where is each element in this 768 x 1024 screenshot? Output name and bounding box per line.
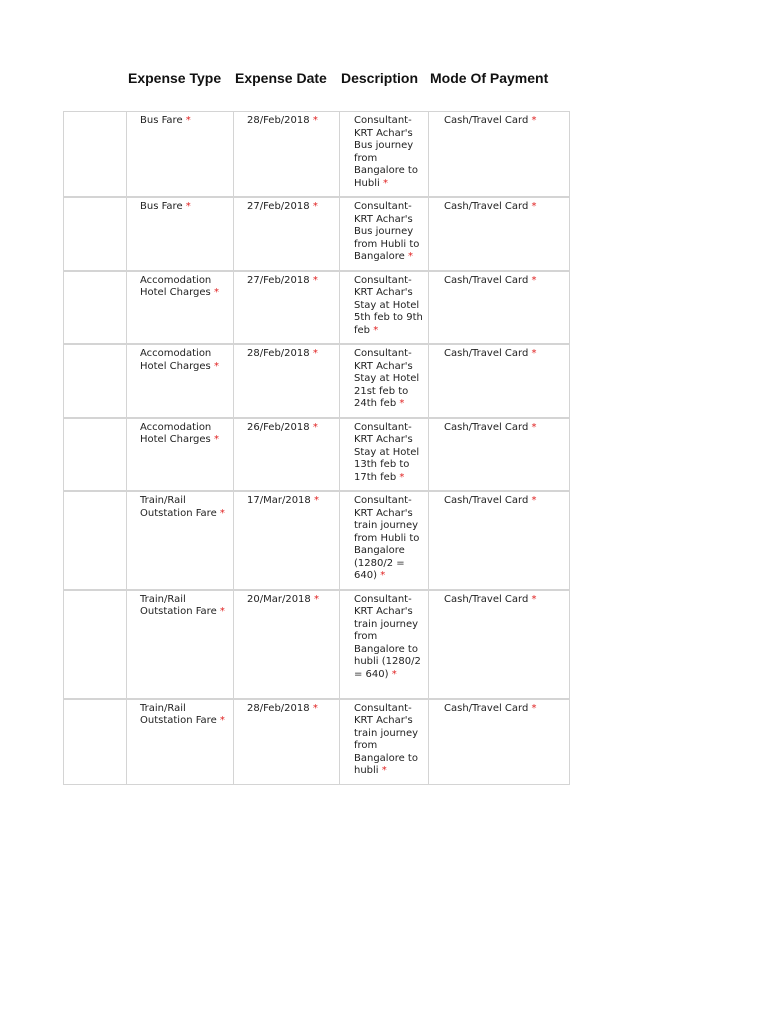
required-marker: * xyxy=(531,274,537,286)
expense-type-cell xyxy=(127,418,234,492)
table-row xyxy=(64,590,570,699)
cell-value: Accomodation Hotel Charges xyxy=(140,421,212,445)
cell-value: Accomodation Hotel Charges xyxy=(140,274,212,298)
table-row xyxy=(64,491,570,590)
mode-of-payment-cell xyxy=(429,418,570,492)
row-blank-cell xyxy=(64,271,127,345)
required-marker: * xyxy=(399,398,405,409)
expense-date-cell xyxy=(234,197,340,271)
required-marker: * xyxy=(407,251,413,262)
required-marker: * xyxy=(312,274,318,286)
required-marker: * xyxy=(312,348,318,359)
cell-value: 27/Feb/2018 xyxy=(247,274,310,286)
header-expense-type: Expense Type xyxy=(128,70,222,86)
table-row xyxy=(64,344,570,418)
required-marker: * xyxy=(531,421,537,433)
expense-type-cell xyxy=(127,112,234,198)
expense-type-cell xyxy=(127,271,234,345)
cell-value: Consultant-KRT Achar's Bus journey from Bangalore to Hubli xyxy=(354,115,418,189)
expense-type-cell xyxy=(127,590,234,699)
column-headers xyxy=(0,70,768,90)
cell-value: Consultant-KRT Achar's train journey from Hubli to Bangalore (1280/2 = 640) xyxy=(354,495,420,581)
required-marker: * xyxy=(312,115,318,126)
description-cell xyxy=(340,344,429,418)
required-marker: * xyxy=(531,702,537,714)
expense-date-cell xyxy=(234,699,340,785)
cell-value: 26/Feb/2018 xyxy=(247,421,310,433)
table-row xyxy=(64,112,570,198)
cell-value: Bus Fare xyxy=(140,201,183,212)
cell-value: Consultant-KRT Achar's train journey from Bangalore to hubli (1280/2 = 640) xyxy=(354,593,421,680)
expense-date-cell xyxy=(234,491,340,590)
expense-date-cell xyxy=(234,418,340,492)
cell-value: 28/Feb/2018 xyxy=(247,702,310,714)
description-cell xyxy=(340,491,429,590)
cell-value: Accomodation Hotel Charges xyxy=(140,348,212,372)
required-marker: * xyxy=(382,177,388,189)
mode-of-payment-cell xyxy=(429,271,570,345)
expense-type-cell xyxy=(127,197,234,271)
header-mode-of-payment: Mode Of Payment xyxy=(430,70,549,86)
required-marker: * xyxy=(219,606,225,617)
row-blank-cell xyxy=(64,112,127,198)
required-marker: * xyxy=(312,421,318,433)
required-marker: * xyxy=(373,324,379,336)
mode-of-payment-cell xyxy=(429,197,570,271)
cell-value: Train/Rail Outstation Fare xyxy=(140,495,217,519)
mode-of-payment-cell xyxy=(429,112,570,198)
cell-value: Cash/Travel Card xyxy=(444,495,529,506)
required-marker: * xyxy=(213,434,219,445)
required-marker: * xyxy=(381,765,387,776)
required-marker: * xyxy=(531,115,537,126)
required-marker: * xyxy=(185,201,191,212)
cell-value: 27/Feb/2018 xyxy=(247,201,310,212)
row-blank-cell xyxy=(64,344,127,418)
cell-value: Consultant-KRT Achar's Stay at Hotel 21st feb to 24th feb xyxy=(354,348,420,409)
row-blank-cell xyxy=(64,491,127,590)
cell-value: Train/Rail Outstation Fare xyxy=(140,593,217,617)
required-marker: * xyxy=(531,593,537,605)
required-marker: * xyxy=(313,495,319,506)
mode-of-payment-cell xyxy=(429,491,570,590)
mode-of-payment-cell xyxy=(429,590,570,699)
cell-value: Cash/Travel Card xyxy=(444,421,529,433)
expense-table xyxy=(63,111,570,785)
cell-value: 28/Feb/2018 xyxy=(247,348,310,359)
row-blank-cell xyxy=(64,590,127,699)
cell-value: Cash/Travel Card xyxy=(444,274,529,286)
required-marker: * xyxy=(219,507,225,519)
required-marker: * xyxy=(185,115,191,126)
required-marker: * xyxy=(213,360,219,372)
cell-value: Cash/Travel Card xyxy=(444,115,529,126)
mode-of-payment-cell xyxy=(429,699,570,785)
expense-type-cell xyxy=(127,344,234,418)
description-cell xyxy=(340,197,429,271)
table-row xyxy=(64,197,570,271)
cell-value: Consultant-KRT Achar's Bus journey from Hubli to Bangalore xyxy=(354,201,420,262)
expense-date-cell xyxy=(234,112,340,198)
row-blank-cell xyxy=(64,197,127,271)
description-cell xyxy=(340,112,429,198)
expense-date-cell xyxy=(234,271,340,345)
cell-value: 28/Feb/2018 xyxy=(247,115,310,126)
expense-type-cell xyxy=(127,699,234,785)
table-row xyxy=(64,418,570,492)
required-marker: * xyxy=(531,201,537,212)
table-row xyxy=(64,271,570,345)
expense-date-cell xyxy=(234,344,340,418)
required-marker: * xyxy=(391,668,397,680)
required-marker: * xyxy=(380,570,386,581)
mode-of-payment-cell xyxy=(429,344,570,418)
required-marker: * xyxy=(531,348,537,359)
description-cell xyxy=(340,418,429,492)
expense-date-cell xyxy=(234,590,340,699)
description-cell xyxy=(340,699,429,785)
header-expense-date: Expense Date xyxy=(235,70,327,86)
required-marker: * xyxy=(312,201,318,212)
cell-value: Consultant-KRT Achar's Stay at Hotel 13th feb to 17th feb xyxy=(354,421,420,483)
cell-value: Bus Fare xyxy=(140,115,183,126)
cell-value: Consultant-KRT Achar's train journey from Bangalore to hubli xyxy=(354,702,419,776)
row-blank-cell xyxy=(64,699,127,785)
row-blank-cell xyxy=(64,418,127,492)
cell-value: 17/Mar/2018 xyxy=(247,495,311,506)
required-marker: * xyxy=(531,495,537,506)
cell-value: Cash/Travel Card xyxy=(444,201,529,212)
required-marker: * xyxy=(313,593,319,605)
description-cell xyxy=(340,271,429,345)
required-marker: * xyxy=(213,287,219,298)
table-row xyxy=(64,699,570,785)
expense-type-cell xyxy=(127,491,234,590)
cell-value: Cash/Travel Card xyxy=(444,593,529,605)
cell-value: Cash/Travel Card xyxy=(444,348,529,359)
header-description: Description xyxy=(341,70,419,86)
required-marker: * xyxy=(219,715,225,726)
required-marker: * xyxy=(312,702,318,714)
cell-value: 20/Mar/2018 xyxy=(247,593,311,605)
description-cell xyxy=(340,590,429,699)
cell-value: Consultant-KRT Achar's Stay at Hotel 5th feb to 9th feb xyxy=(354,274,423,336)
cell-value: Train/Rail Outstation Fare xyxy=(140,702,217,726)
required-marker: * xyxy=(399,471,405,483)
cell-value: Cash/Travel Card xyxy=(444,702,529,714)
